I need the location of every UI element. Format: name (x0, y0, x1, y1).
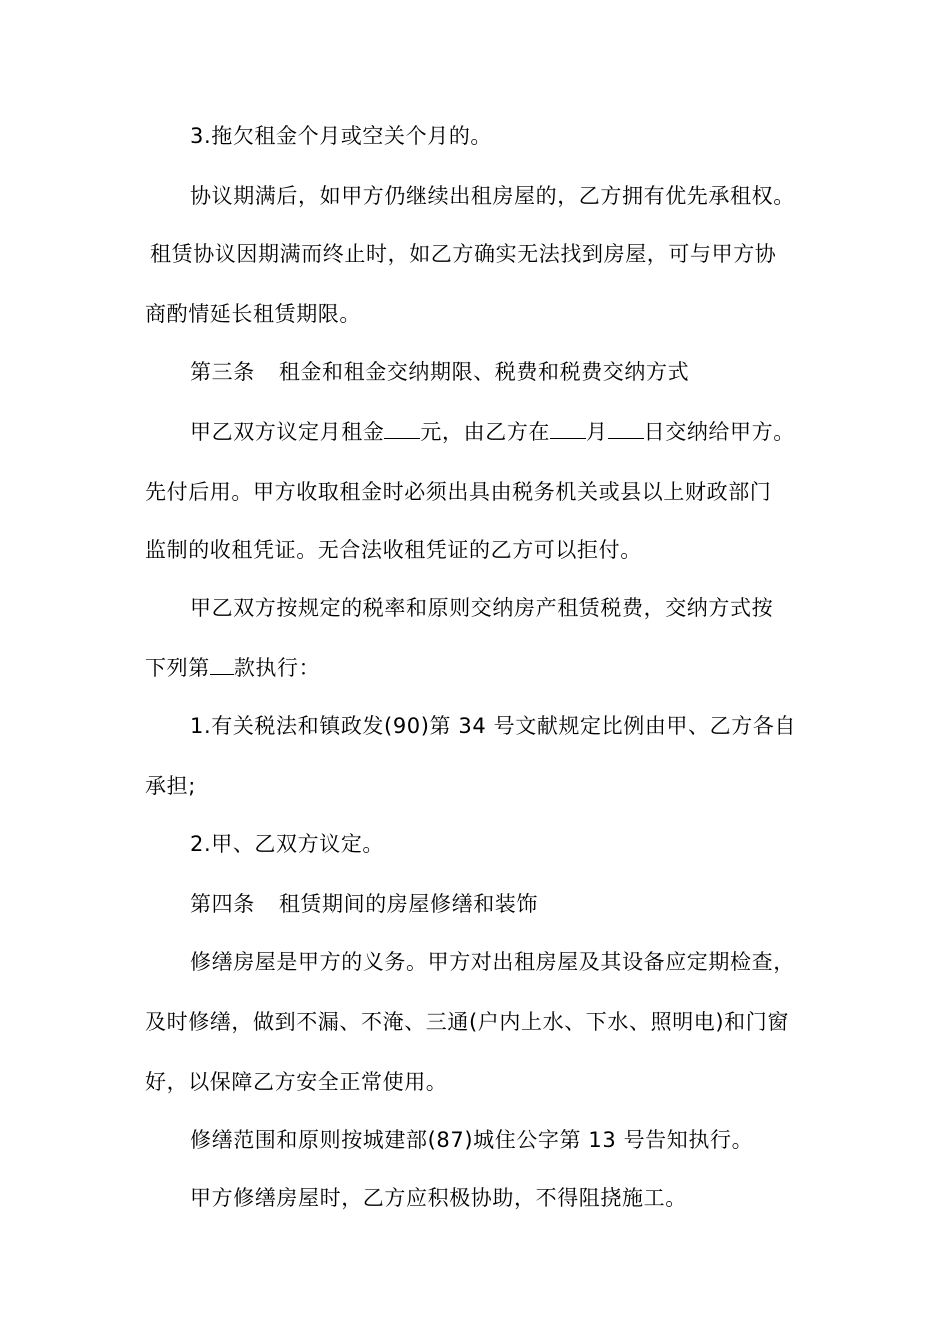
paragraph-line: 协议期满后，如甲方仍继续出租房屋的，乙方拥有优先承租权。 (190, 184, 795, 208)
rent-month-blank (550, 416, 586, 439)
paragraph-line: 承担; (145, 774, 196, 798)
list-item: 2.甲、乙双方议定。 (190, 832, 385, 856)
rent-text: 月 (586, 420, 608, 444)
article-number: 第四条 (190, 892, 255, 916)
article-title: 租金和租金交纳期限、税费和税费交纳方式 (278, 360, 690, 384)
article-title: 租赁期间的房屋修缮和装饰 (278, 892, 539, 916)
tax-text: 下列第 (145, 656, 210, 680)
rent-amount-blank (384, 416, 420, 439)
paragraph-line: 先付后用。甲方收取租金时必须出具由税务机关或县以上财政部门 (145, 480, 772, 504)
list-item: 1.有关税法和镇政发(90)第 34 号文献规定比例由甲、乙方各自 (190, 714, 797, 738)
tax-item-blank (210, 652, 234, 675)
paragraph-line: 好，以保障乙方安全正常使用。 (145, 1070, 448, 1094)
article-number: 第三条 (190, 360, 255, 384)
paragraph-line: 甲方修缮房屋时，乙方应积极协助，不得阻挠施工。 (190, 1186, 687, 1210)
rent-text: 元，由乙方在 (420, 420, 551, 444)
article-4-heading (0, 890, 950, 918)
rent-text: 甲乙双方议定月租金 (190, 420, 385, 444)
paragraph-line: 甲乙双方按规定的税率和原则交纳房产租赁税费，交纳方式按 (190, 596, 774, 620)
tax-text: 款执行： (233, 656, 321, 680)
paragraph-line: 修缮范围和原则按城建部(87)城住公字第 13 号告知执行。 (190, 1128, 754, 1152)
paragraph-line: 3.拖欠租金个月或空关个月的。 (190, 124, 493, 148)
paragraph-line: 商酌情延长租赁期限。 (145, 302, 361, 326)
rent-text: 日交纳给甲方。 (643, 420, 795, 444)
rent-clause-line (0, 416, 950, 446)
paragraph-line: 租赁协议因期满而终止时，如乙方确实无法找到房屋，可与甲方协 (150, 242, 777, 266)
article-3-heading (0, 358, 950, 386)
paragraph-line: 及时修缮，做到不漏、不淹、三通(户内上水、下水、照明电)和门窗 (145, 1010, 789, 1034)
tax-clause-line (0, 652, 950, 682)
rent-day-blank (608, 416, 644, 439)
paragraph-line: 修缮房屋是甲方的义务。甲方对出租房屋及其设备应定期检查， (190, 950, 795, 974)
paragraph-line: 监制的收租凭证。无合法收租凭证的乙方可以拒付。 (145, 538, 642, 562)
